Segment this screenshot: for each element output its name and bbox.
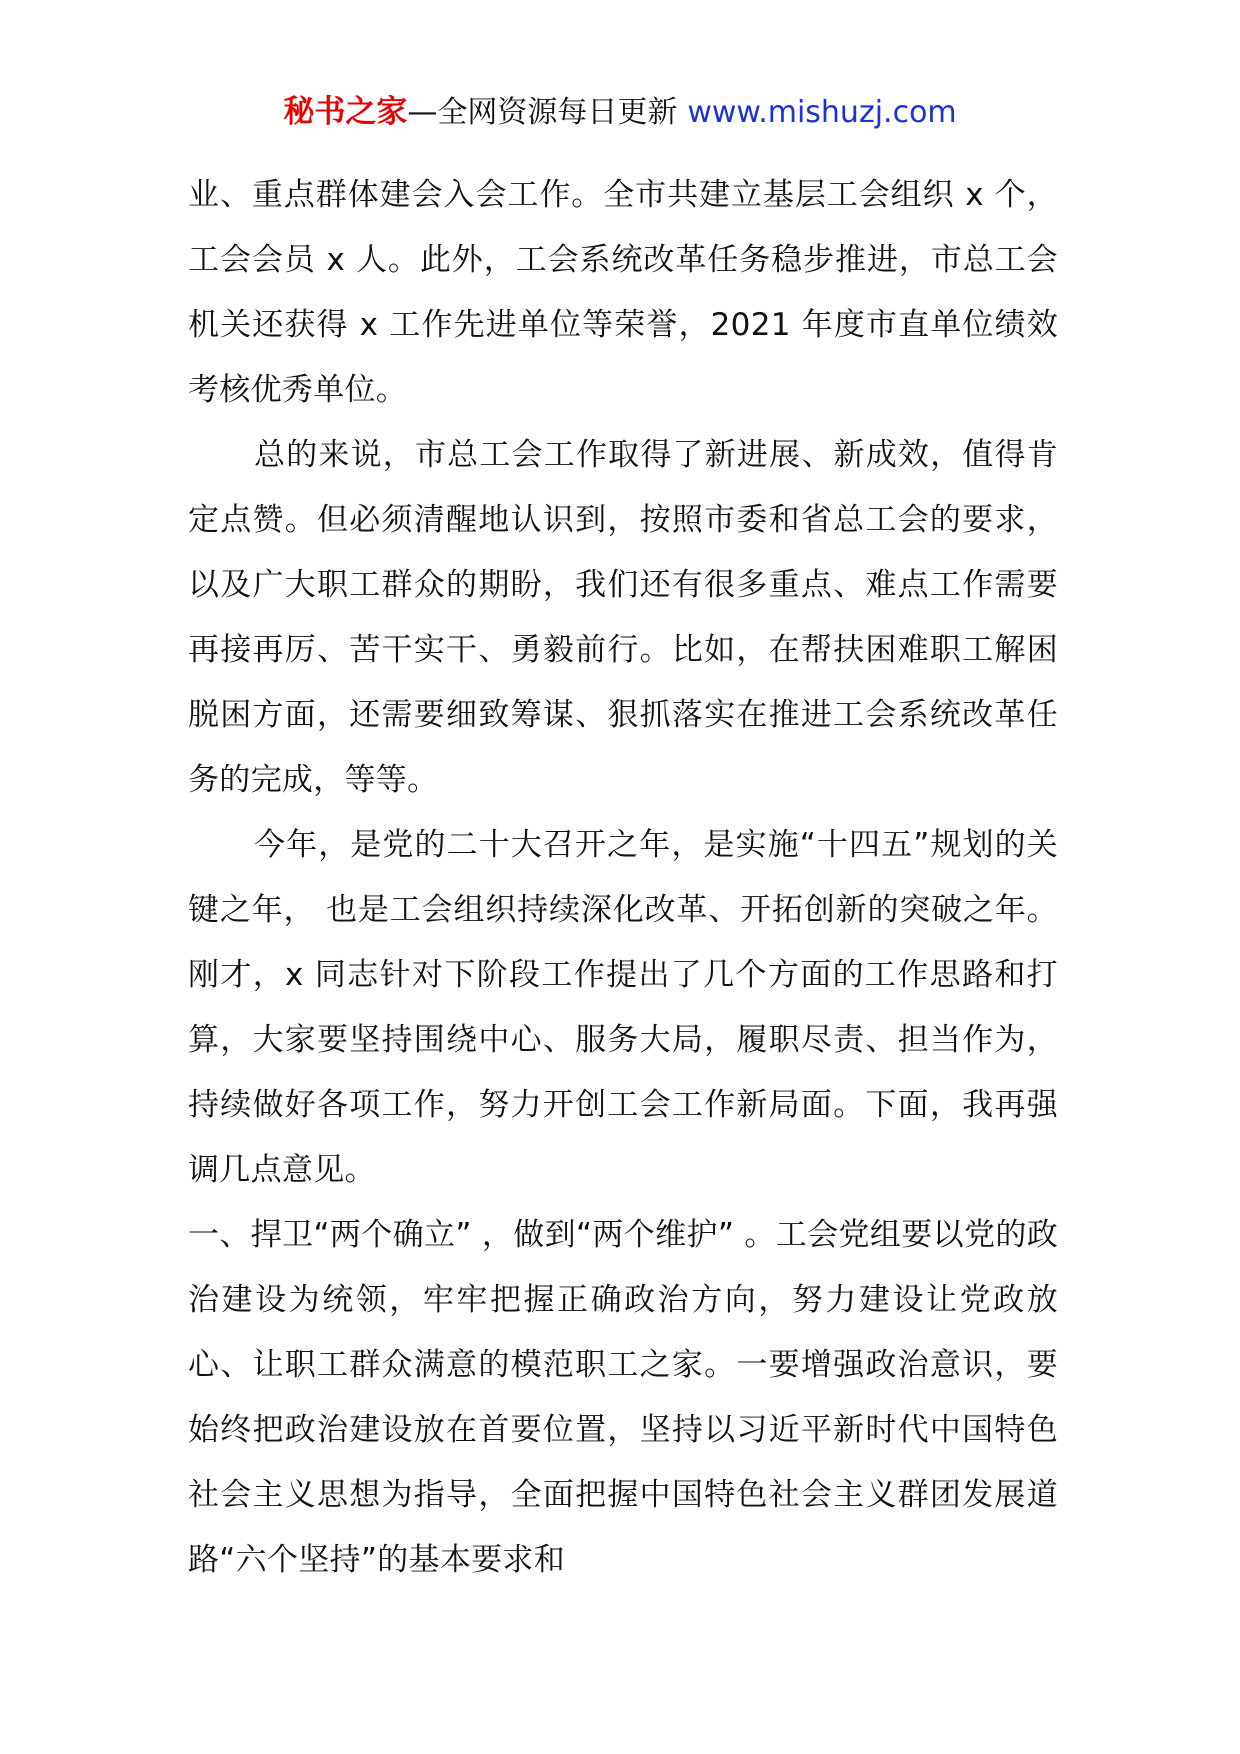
document-body	[188, 163, 1058, 1593]
paragraph-continued: 业、重点群体建会入会工作。全市共建立基层工会组织 x 个，工会会员 x 人。此外，工会系统改革任务稳步推进，市总工会机关还获得 x 工作先进单位等荣誉，2021 年度市直单位绩效考核优秀单位。	[188, 177, 1058, 408]
paragraph-this-year: 今年，是党的二十大召开之年，是实施“十四五”规划的关键之年， 也是工会组织持续深化改革、开拓创新的突破之年。刚才，x 同志针对下阶段工作提出了几个方面的工作思路和打算，大家要坚持围绕中心、服务大局，履职尽责、担当作为，持续做好各项工作，努力开创工会工作新局面。下面，我再强调几点意见。	[188, 827, 1058, 1188]
header-url-link[interactable]: www.mishuzj.com	[687, 95, 957, 130]
paragraph-section-one: 一、捍卫“两个确立” ，做到“两个维护” 。工会党组要以党的政治建设为统领，牢牢把握正确政治方向，努力建设让党政放心、让职工群众满意的模范职工之家。一要增强政治意识，要始终把政治建设放在首要位置，坚持以习近平新时代中国特色社会主义思想为指导，全面把握中国特色社会主义群团发展道路“六个坚持”的基本要求和	[188, 1217, 1058, 1578]
header-tagline: —全网资源每日更新	[407, 95, 678, 130]
brand-name: 秘书之家	[283, 94, 408, 130]
paragraph-summary: 总的来说，市总工会工作取得了新进展、新成效，值得肯定点赞。但必须清醒地认识到，按照市委和省总工会的要求，以及广大职工群众的期盼，我们还有很多重点、难点工作需要再接再厉、苦干实干、勇毅前行。比如，在帮扶困难职工解困脱困方面，还需要细致筹谋、狠抓落实在推进工会系统改革任务的完成，等等。	[188, 437, 1058, 798]
page-header	[0, 92, 1240, 133]
